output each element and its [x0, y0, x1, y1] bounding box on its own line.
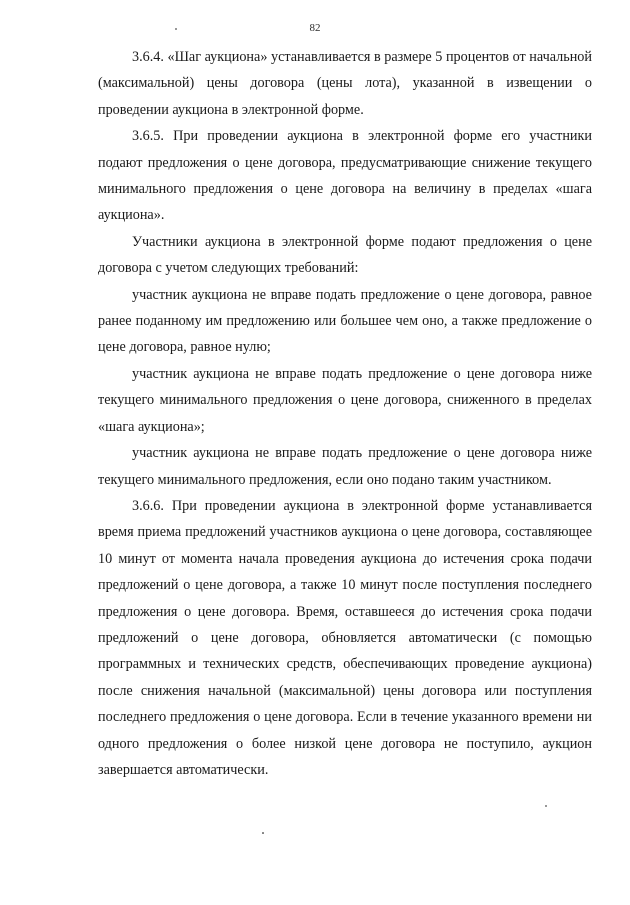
paragraph-requirements-intro: Участники аукциона в электронной форме подают предложения о цене договора с учетом следующих требований: — [98, 233, 592, 277]
requirement-item: участник аукциона не вправе подать предложение о цене договора, равное ранее поданному им предложению или большее чем оно, а также предложение о цене договора, равное нулю; — [98, 286, 592, 356]
paragraph-3-6-4: 3.6.4. «Шаг аукциона» устанавливается в размере 5 процентов от начальной (максимальной) цены договора (цены лота), указанной в извещении о проведении аукциона в электронной форме. — [98, 49, 592, 118]
requirement-item: участник аукциона не вправе подать предложение о цене договора ниже текущего минимального предложения, если оно подано таким участником. — [98, 445, 592, 488]
paragraph-3-6-5: 3.6.5. При проведении аукциона в электронной форме его участники подают предложения о цене договора, предусматривающие снижение текущего минимального предложения о цене договора на величину в пределах «шага аукциона». — [98, 128, 592, 224]
scan-speck — [545, 805, 547, 807]
page-number: 82 — [309, 22, 321, 34]
requirement-item: участник аукциона не вправе подать предложение о цене договора ниже текущего минимального предложения о цене договора, сниженного в пределах «шага аукциона»; — [98, 365, 592, 435]
scan-speck — [175, 28, 177, 30]
document-body — [98, 44, 592, 783]
paragraph-3-6-6: 3.6.6. При проведении аукциона в электронной форме устанавливается время приема предложений участников аукциона о цене договора, составляющее 10 минут от момента начала проведения аукциона до истечения срока подачи предложений о цене договора, а также 10 минут после поступления последнего предложения о цене договора. Время, оставшееся до истечения срока подачи предложений о цене договора, обновляется автоматически (с помощью программных и технических средств, обеспечивающих проведение аукциона) после снижения начальной (максимальной) цены договора или поступления последнего предложения о цене договора. Если в течение указанного времени ни одного предложения о более низкой цене договора не поступило, аукцион завершается автоматически. — [98, 497, 592, 778]
scan-speck — [262, 832, 264, 834]
